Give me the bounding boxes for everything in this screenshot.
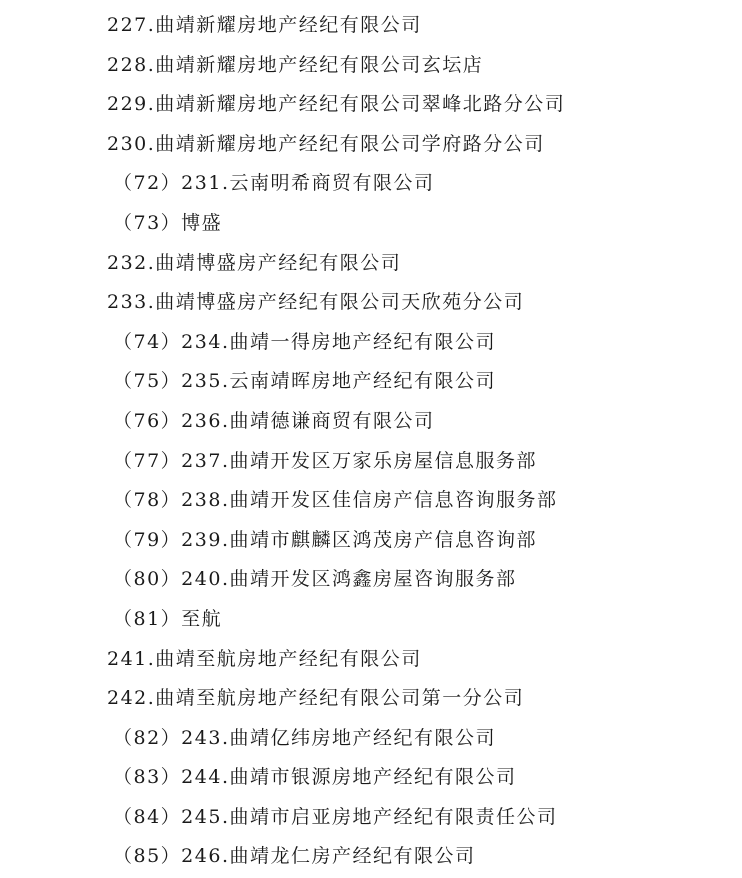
list-item: 233.曲靖博盛房产经纪有限公司天欣苑分公司 xyxy=(107,291,525,314)
list-item: （82）243.曲靖亿纬房地产经纪有限公司 xyxy=(113,726,496,749)
list-item: （80）240.曲靖开发区鸿鑫房屋咨询服务部 xyxy=(113,568,517,591)
list-item: 241.曲靖至航房地产经纪有限公司 xyxy=(107,647,422,670)
list-item: 242.曲靖至航房地产经纪有限公司第一分公司 xyxy=(107,687,525,710)
list-item: （75）235.云南靖晖房地产经纪有限公司 xyxy=(113,370,496,393)
list-item: 229.曲靖新耀房地产经纪有限公司翠峰北路分公司 xyxy=(107,93,566,116)
list-item: （77）237.曲靖开发区万家乐房屋信息服务部 xyxy=(113,449,537,472)
list-item: 232.曲靖博盛房产经纪有限公司 xyxy=(107,251,402,274)
list-item: 230.曲靖新耀房地产经纪有限公司学府路分公司 xyxy=(107,132,545,155)
list-item: （78）238.曲靖开发区佳信房产信息咨询服务部 xyxy=(113,489,558,512)
list-item: （81）至航 xyxy=(113,607,223,630)
list-item: （73）博盛 xyxy=(113,211,223,234)
list-item: （74）234.曲靖一得房地产经纪有限公司 xyxy=(113,330,496,353)
list-item: （72）231.云南明希商贸有限公司 xyxy=(113,172,435,195)
list-item: （83）244.曲靖市银源房地产经纪有限公司 xyxy=(113,766,517,789)
list-item: （85）246.曲靖龙仁房产经纪有限公司 xyxy=(113,845,476,868)
list-item: 228.曲靖新耀房地产经纪有限公司玄坛店 xyxy=(107,53,484,76)
list-item: （84）245.曲靖市启亚房地产经纪有限责任公司 xyxy=(113,805,558,828)
document-body xyxy=(0,6,742,877)
list-item: （79）239.曲靖市麒麟区鸿茂房产信息咨询部 xyxy=(113,528,537,551)
list-item: 227.曲靖新耀房地产经纪有限公司 xyxy=(107,14,422,36)
list-item: （76）236.曲靖德谦商贸有限公司 xyxy=(113,409,435,432)
